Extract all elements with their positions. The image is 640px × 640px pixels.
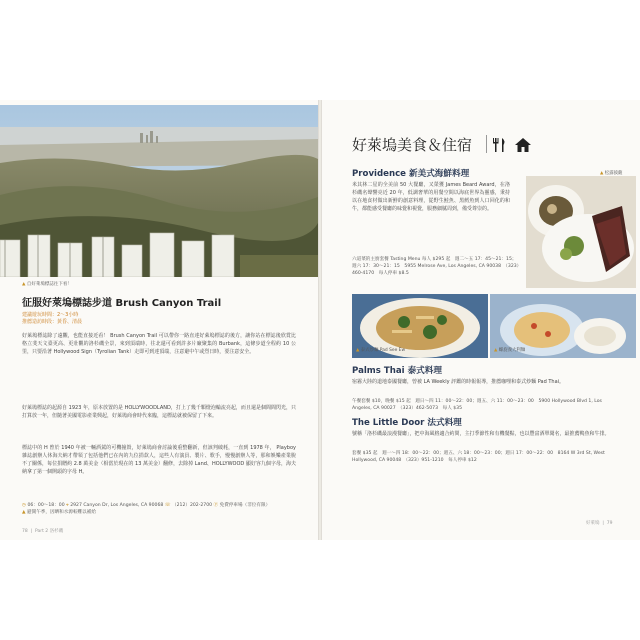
phone-icon: ☏: [164, 503, 171, 508]
photo-caption-right: [494, 347, 525, 353]
house-icon: [515, 138, 531, 152]
providence-title: Providence 新美式海鮮料理: [352, 169, 470, 179]
fork-knife-icon: [493, 138, 511, 152]
left-footer: 78 | Part 2 洛杉磯: [22, 529, 64, 534]
best-time: 推薦造訪時段：黃昏、清晨: [22, 319, 83, 325]
photo-caption-left: [356, 347, 405, 353]
info-hours: 06：00～18：00: [27, 503, 65, 508]
info-phone: （212）202-2700: [172, 503, 213, 508]
caption-marker-icon: ▲: [600, 171, 604, 176]
providence-info: 六道菜的主廚套餐 Tasting Menu 每人 $295 起 週二～五 17：45～21：15；週六 17：30～21：15 5955 Melrose Ave, Los Angeles, CA 90038 （323）460-4170 每人停車 $8.5: [352, 257, 519, 276]
caption-marker-icon: ▲: [494, 348, 498, 353]
paragraph-2: 好萊塢標誌的起源自 1923 年，原本放置的是 HOLLYWOODLAND，打上了幾千顆燈泡輪流亮起，而且還是個間間閃光，只打算放一年，但隨著美國電影產業興起，好萊塢商會時代來臨，這標誌就被保留了下來。: [22, 405, 296, 419]
parking-icon: Ⓟ: [213, 503, 219, 508]
clock-icon: ◷: [22, 503, 27, 508]
left-page: [0, 100, 318, 540]
photo-caption-top: [600, 170, 622, 176]
little-door-title: The Little Door 法式料理: [352, 418, 462, 428]
photo-caption-right-text: 螺旋義大利麵: [498, 348, 526, 353]
caption-marker-icon: ▲: [22, 282, 26, 287]
location-icon: ⌖: [66, 503, 69, 508]
photo-caption: [22, 281, 72, 287]
photo-caption-text: 自好萊塢標誌往下看！: [26, 282, 72, 287]
palms-thai-title: Palms Thai 泰式料理: [352, 366, 442, 376]
providence-text: 米其林二星的全美前 50 大餐廳，又榮獲 James Beard Award，在洛杉磯名聲響亮近 20 年，低調奢華的用餐空間以海底世界為靈感，秉持以在地食材做出新鮮的創意料理，從野生鮭魚、黑鱈魚到人口回化的和牛，都能感受餐廳的味覺和視覺，服務細膩周到，備受尊崇的。: [352, 182, 510, 212]
little-door-info: 套餐 $35 起 週一～四 18：00～22：00；週五、六 18：00～23：00；週日 17：00～22：00 8164 W 3rd St, West Hollywood, CA 90048 （323）951-1210 每人停車 $12: [352, 451, 605, 463]
section-label: 好萊塢: [586, 521, 600, 526]
page-number-left: 78: [22, 529, 28, 534]
right-heading: 好萊塢美食＆住宿: [352, 136, 473, 154]
section-title: 征服好萊塢標誌步道 Brush Canyon Trail: [22, 298, 222, 309]
paragraph-3: 標誌中的 H 曾於 1940 年被一輛酒駕的可機撞毀，好萊塢商會討論後重整翻新，但該判破耗，一直到 1978 年， Playboy 雜誌創辦人休海夫納才帶領了包括他們已在內的九位捐款人，這些人有演員、製片、歌手，慢慢創辦人等，那和娛樂產業脫不了關係，每位捐贈約 2.8 萬美金（相當於現在的 13 萬美金）翻修，去除掉 Land、HOLLYWOOD 顯好容九個字母，海夫納拿了第一個開頭的字母 H。: [22, 445, 296, 475]
page-number-right: 79: [606, 521, 613, 526]
providence-dish-photo: [526, 176, 636, 288]
caption-marker-icon: ▲: [356, 348, 360, 353]
hollywood-sign-photo: [0, 105, 318, 277]
palms-thai-text: 宿霧大陸的道地泰國餐廳，曾被 LA Weekly 評鑑的時報報導，推薦咖哩和泰式炒麵 Pad Thai。: [352, 379, 565, 385]
photo-caption-left-text: 泰式炒麵 Pad See Ew: [360, 348, 406, 353]
part-label: Part 2 洛杉磯: [34, 529, 64, 534]
little-door-text: 號稱「洛杉磯最浪漫餐廳」，把中海風格適合約問，主打季節性和有機餐點，也以豐富酒單聞名，最推薦鴨魚和牛排。: [352, 431, 610, 437]
info-note: 避開午季，因晒和水源較難以補給: [27, 510, 96, 515]
trail-meta: [22, 312, 82, 326]
photo-caption-top-text: 松露披薩: [604, 171, 623, 176]
heading-separator: [486, 135, 487, 153]
trail-info: [22, 502, 298, 516]
heading-icons: [493, 138, 531, 152]
info-fee: 免費停車場（非位有限）: [219, 503, 271, 508]
palms-thai-info: 午餐套餐 $10，晚餐 $15 起 週日～四 11：00～22：00；週五、六 11：00～23：00 5900 Hollywood Blvd 1, Los Angeles, CA 90027 （323）462-5073 每人 $35: [352, 399, 602, 411]
suggested-duration: 建議遊玩時間：2～3小時: [22, 312, 79, 318]
right-footer: 好萊塢 | 79: [586, 521, 613, 526]
warning-icon: ▲: [22, 510, 26, 515]
info-address: 2927 Canyon Dr, Los Angeles, CA 90068: [70, 503, 164, 508]
paragraph-1: 好萊塢標誌除了遠觀，也能直接近看！ Brush Canyon Trail 可以帶你一路直達好萊塢標誌的後方，讓你站在標誌後欣賞比格立斐天文臺更高、更壯觀的洛杉磯全景，來到頂端時，往北還可看到許多片廠聚集的 Burbank，這條步道全程約 10 公里，只要沿著 Hollywood Sign（Tyrolian Tank）走即可到達頂端，注意避中午或烈日時，要注意安全。: [22, 333, 296, 355]
